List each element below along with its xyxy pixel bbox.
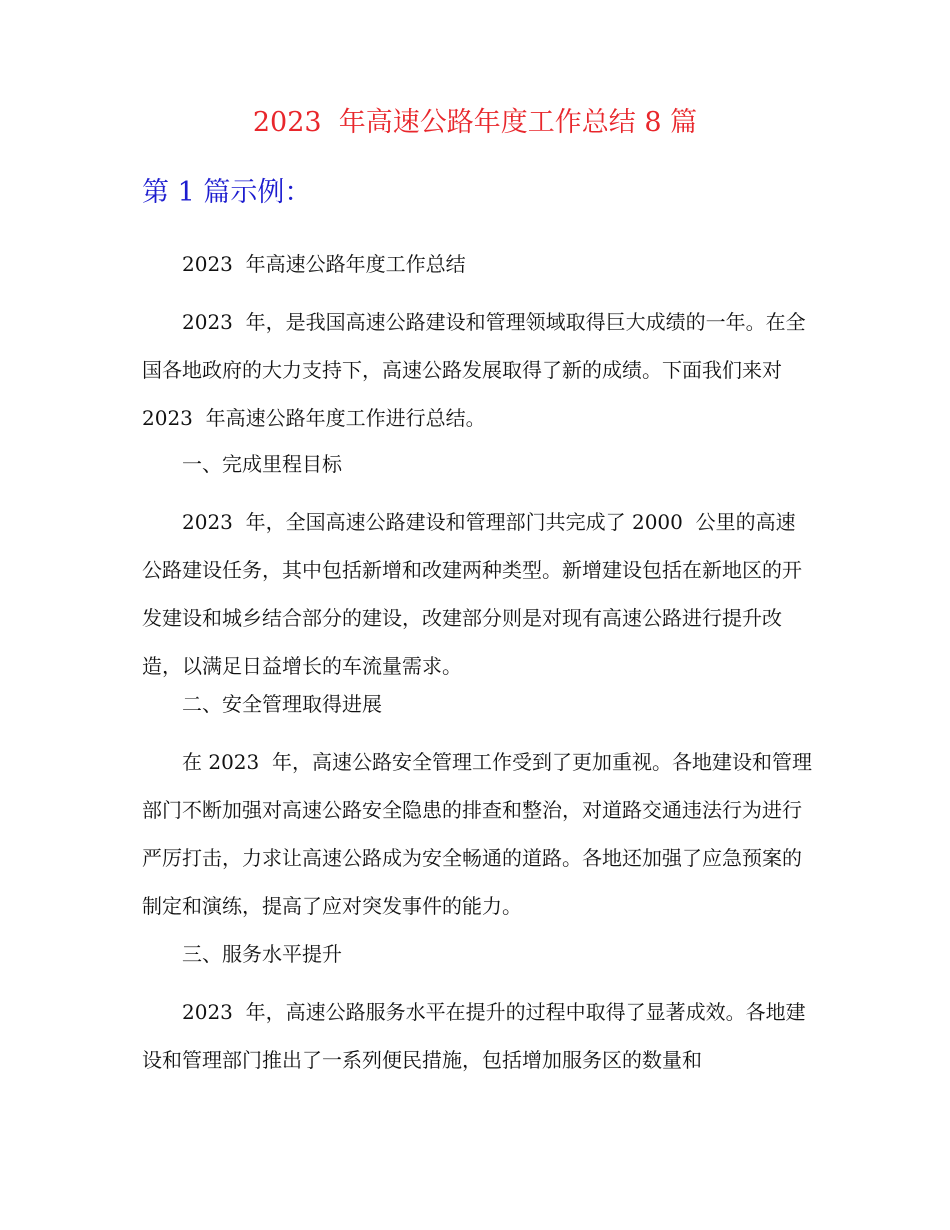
heading-mileage-goal: 一、完成里程目标 — [182, 452, 342, 476]
paragraph-service: 2023 年，高速公路服务水平在提升的过程中取得了显著成效。各地建设和管理部门推出了一系列便民措施，包括增加服务区的数量和 — [142, 1000, 806, 1072]
document-title: 2023 年高速公路年度工作总结 8 篇 — [252, 107, 698, 138]
paragraph-section-title: 2023 年高速公路年度工作总结 — [182, 252, 466, 276]
paragraph-safety: 在 2023 年，高速公路安全管理工作受到了更加重视。各地建设和管理部门不断加强对高速公路安全隐患的排查和整治，对道路交通违法行为进行严厉打击，力求让高速公路成为安全畅通的道路。各地还加强了应急预案的制定和演练，提高了应对突发事件的能力。 — [142, 750, 812, 918]
paragraph-mileage: 2023 年，全国高速公路建设和管理部门共完成了 2000 公里的高速公路建设任务，其中包括新增和改建两种类型。新增建设包括在新地区的开发建设和城乡结合部分的建设，改建部分则是对现有高速公路进行提升改造，以满足日益增长的车流量需求。 — [142, 510, 802, 678]
heading-safety: 二、安全管理取得进展 — [182, 692, 382, 716]
heading-service: 三、服务水平提升 — [182, 942, 342, 966]
example-heading: 第 1 篇示例： — [142, 177, 312, 208]
paragraph-intro: 2023 年，是我国高速公路建设和管理领域取得巨大成绩的一年。在全国各地政府的大力支持下，高速公路发展取得了新的成绩。下面我们来对 2023 年高速公路年度工作进行总结。 — [142, 310, 806, 430]
